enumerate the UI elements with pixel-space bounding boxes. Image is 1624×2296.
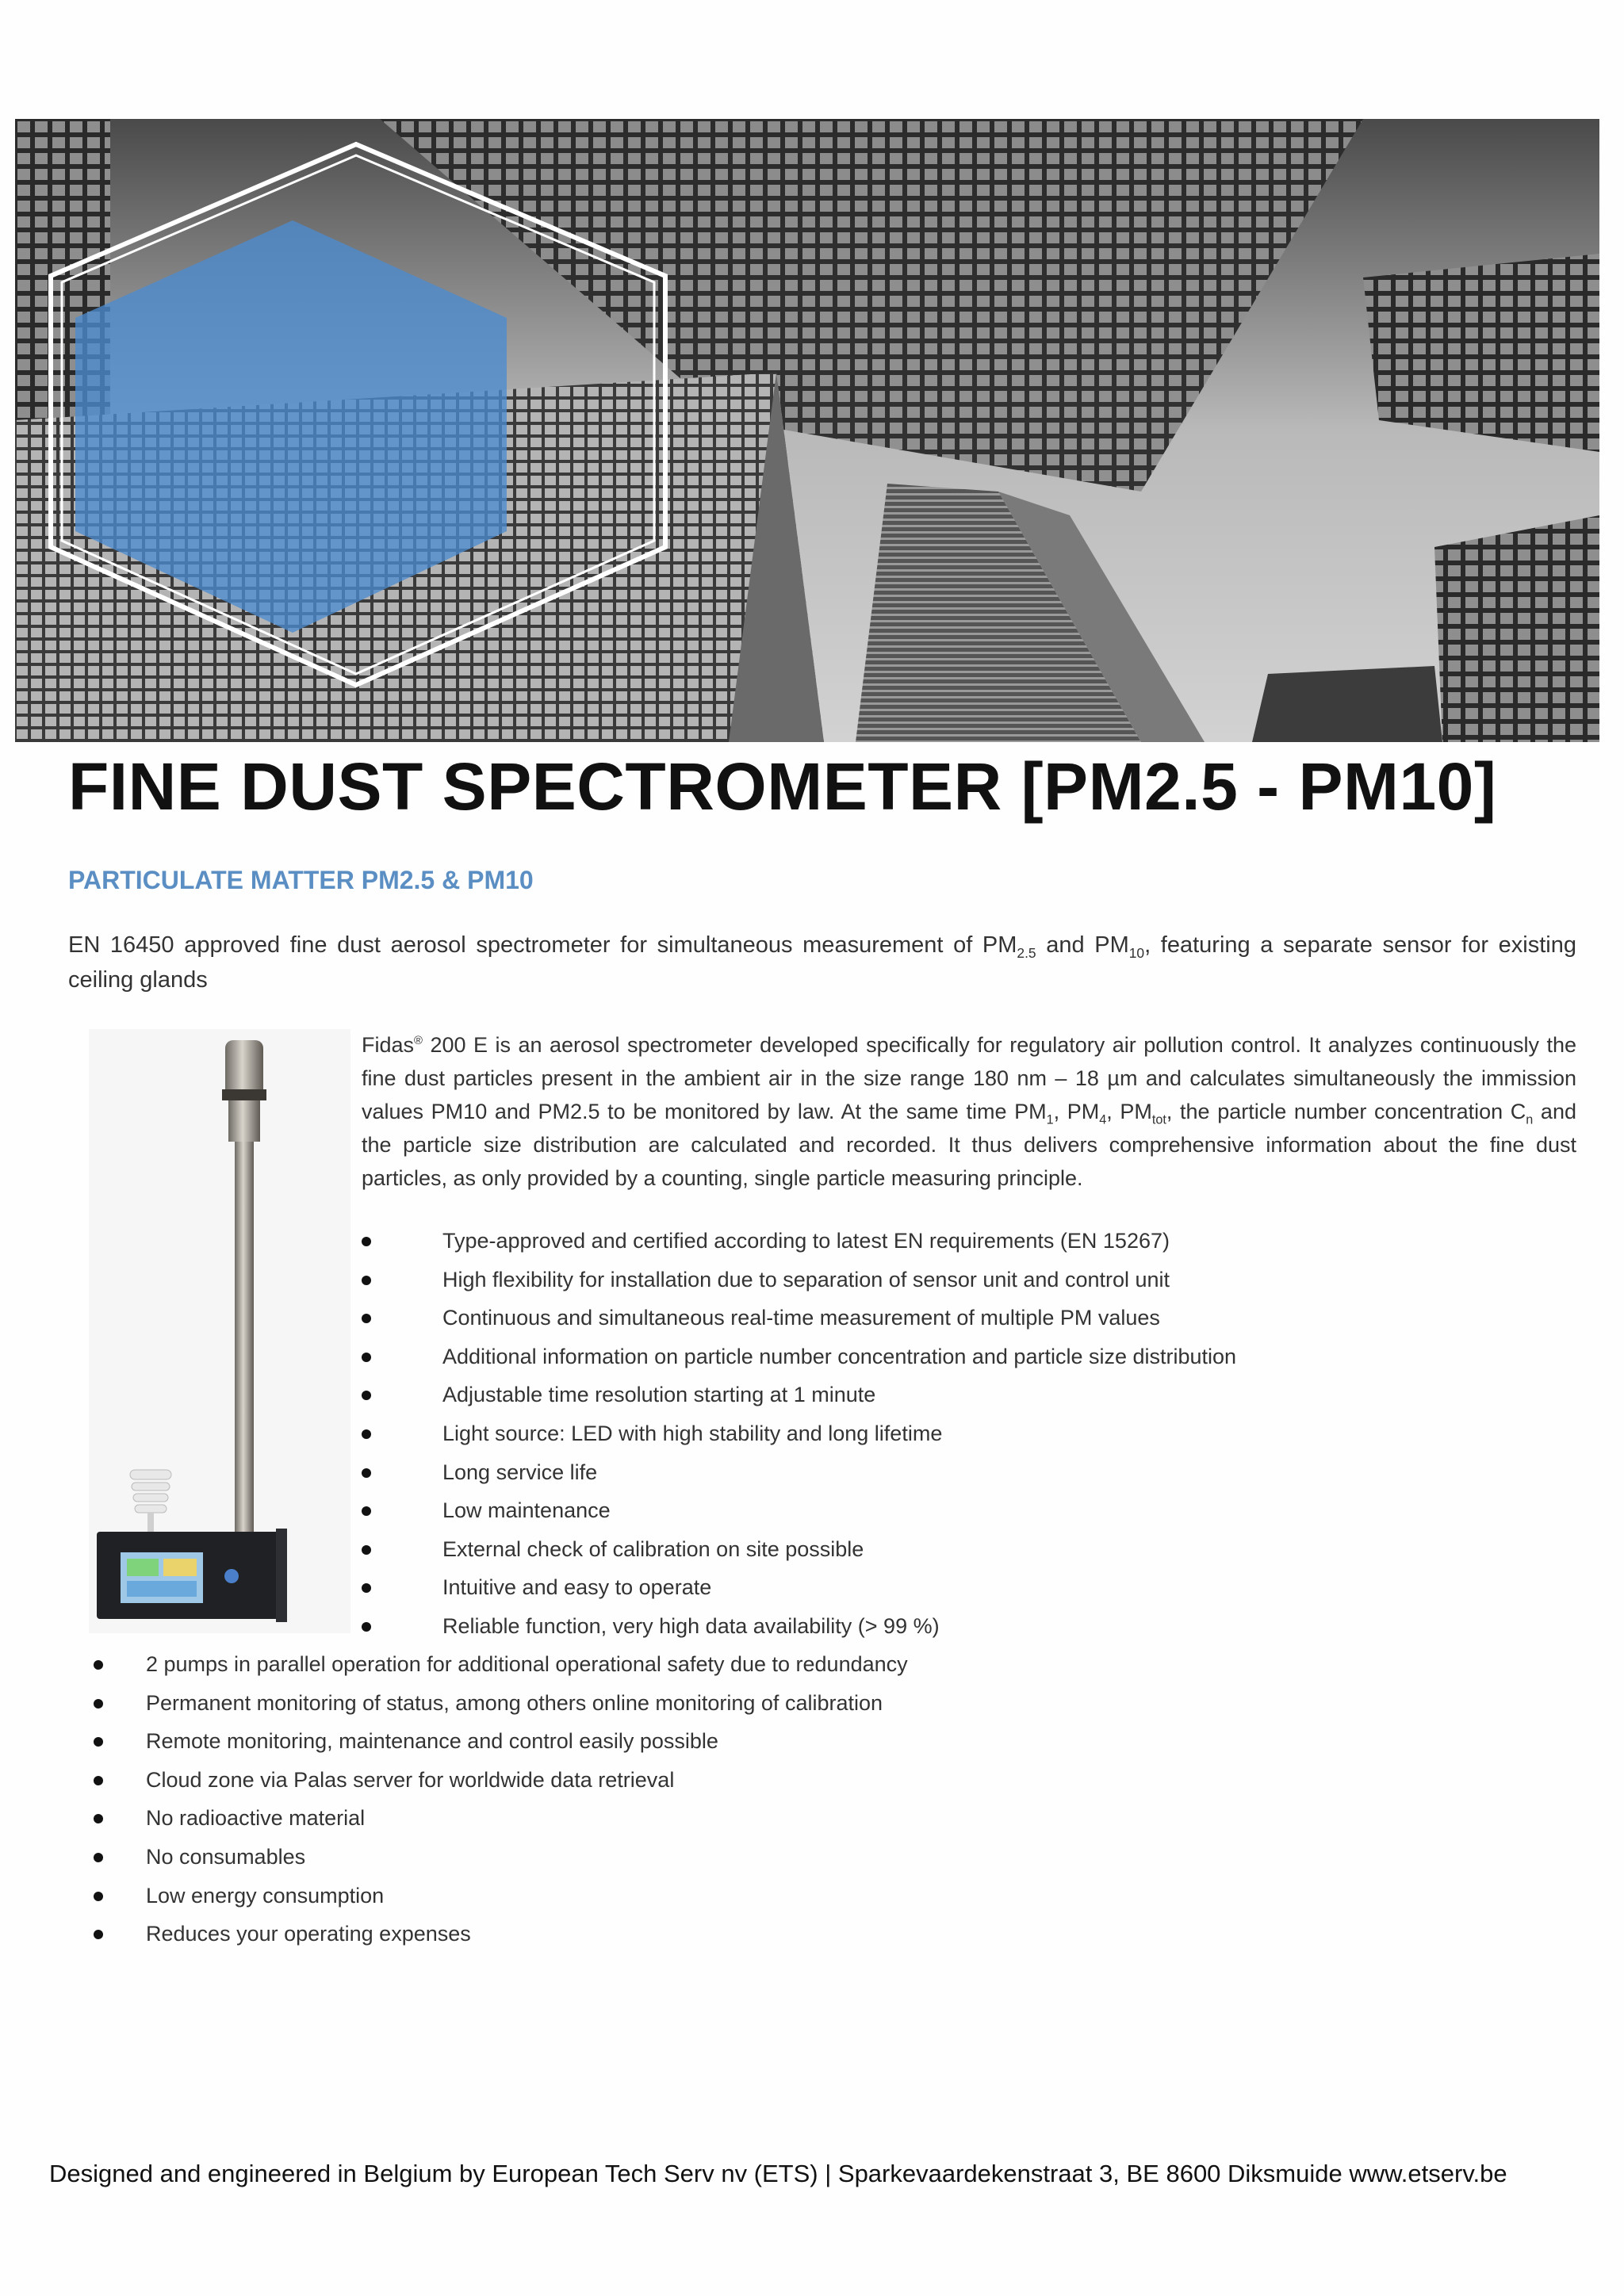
- bullet-icon: [362, 1468, 371, 1478]
- bullet-icon: [362, 1622, 371, 1632]
- list-item: Remote monitoring, maintenance and control easily possible: [94, 1722, 908, 1761]
- bullet-icon: [94, 1660, 103, 1670]
- bullet-icon: [94, 1699, 103, 1709]
- bullet-icon: [94, 1892, 103, 1901]
- intro-paragraph: EN 16450 approved fine dust aerosol spectrometer for simultaneous measurement of $PM_{2.5}$ and $PM_{10}$, featuring a separate sensor for existing ceiling glands: [68, 932, 1576, 993]
- bullet-icon: [94, 1930, 103, 1939]
- list-item: Type-approved and certified according to latest EN requirements (EN 15267): [362, 1222, 1236, 1261]
- bullet-icon: [94, 1776, 103, 1785]
- page-subtitle: PARTICULATE MATTER PM2.5 & PM10: [68, 866, 534, 894]
- bullet-icon: [362, 1314, 371, 1323]
- bullet-icon: [94, 1737, 103, 1747]
- tower-right-base: [1252, 666, 1442, 742]
- page-title: FINE DUST SPECTROMETER [PM2.5 - PM10]: [68, 749, 1497, 824]
- description-paragraph: Fidas® 200 E is an aerosol spectrometer developed specifically for regulatory air pollution control. It analyzes continuously the fine dust particles present in the ambient air in the size range 180 nm – 18 µm and calculates simultaneously the immission values PM10 and PM2.5 to be monitored by law. At the same time $PM_1$, $PM_4$, $PM_{tot}$, the particle number concentration $C_n$ and the particle size distribution are calculated and recorded. It thus delivers comprehensive information about the fine dust particles, as only provided by a counting, single particle measuring principle.: [362, 1033, 1576, 1190]
- tower-right-lower: [1434, 515, 1599, 742]
- control-unit-bracket: [276, 1529, 287, 1622]
- bullet-icon: [362, 1237, 371, 1246]
- list-item: 2 pumps in parallel operation for additional operational safety due to redundancy: [94, 1645, 908, 1684]
- screen-tile-blue: [127, 1581, 197, 1597]
- sampling-head-band: [222, 1089, 266, 1100]
- control-unit-knob: [224, 1569, 239, 1583]
- list-item: No consumables: [94, 1838, 908, 1877]
- page-footer: Designed and engineered in Belgium by European Tech Serv nv (ETS) | Sparkevaardekenstraat 3, BE 8600 Diksmuide www.etserv.be: [49, 2160, 1507, 2187]
- bullet-icon: [362, 1583, 371, 1593]
- features-list-narrow: [362, 1222, 1236, 1646]
- list-item: No radioactive material: [94, 1799, 908, 1838]
- sensor-disc-2: [132, 1483, 170, 1490]
- tower-right-upper: [1363, 254, 1599, 452]
- list-item: Adjustable time resolution starting at 1 minute: [362, 1376, 1236, 1414]
- list-item: Permanent monitoring of status, among others online monitoring of calibration: [94, 1684, 908, 1723]
- sensor-disc-4: [135, 1505, 167, 1513]
- list-item: Light source: LED with high stability and long lifetime: [362, 1414, 1236, 1453]
- sensor-disc-1: [130, 1470, 171, 1479]
- bullet-icon: [362, 1391, 371, 1400]
- list-item: Intuitive and easy to operate: [362, 1568, 1236, 1607]
- list-item: Long service life: [362, 1453, 1236, 1492]
- list-item: Continuous and simultaneous real-time measurement of multiple PM values: [362, 1299, 1236, 1337]
- bullet-icon: [362, 1506, 371, 1516]
- sampling-head-neck: [228, 1100, 260, 1142]
- bullet-icon: [362, 1353, 371, 1362]
- bullet-icon: [362, 1276, 371, 1285]
- list-item: Low energy consumption: [94, 1877, 908, 1915]
- list-item: Reliable function, very high data availability (> 99 %): [362, 1607, 1236, 1646]
- list-item: High flexibility for installation due to separation of sensor unit and control unit: [362, 1261, 1236, 1299]
- hero-image: [15, 119, 1599, 742]
- list-item: Additional information on particle number concentration and particle size distribution: [362, 1337, 1236, 1376]
- bullet-icon: [362, 1545, 371, 1555]
- features-list-wide: [94, 1645, 908, 1954]
- list-item: Cloud zone via Palas server for worldwide data retrieval: [94, 1761, 908, 1800]
- sensor-disc-3: [133, 1494, 168, 1502]
- list-item: Reduces your operating expenses: [94, 1915, 908, 1954]
- bullet-icon: [362, 1429, 371, 1439]
- screen-tile-yellow: [163, 1559, 197, 1576]
- bullet-icon: [94, 1853, 103, 1862]
- list-item: Low maintenance: [362, 1491, 1236, 1530]
- list-item: External check of calibration on site possible: [362, 1530, 1236, 1569]
- bullet-icon: [94, 1814, 103, 1823]
- product-image: [89, 1029, 350, 1633]
- screen-tile-green: [127, 1559, 159, 1576]
- sampling-head: [225, 1040, 263, 1097]
